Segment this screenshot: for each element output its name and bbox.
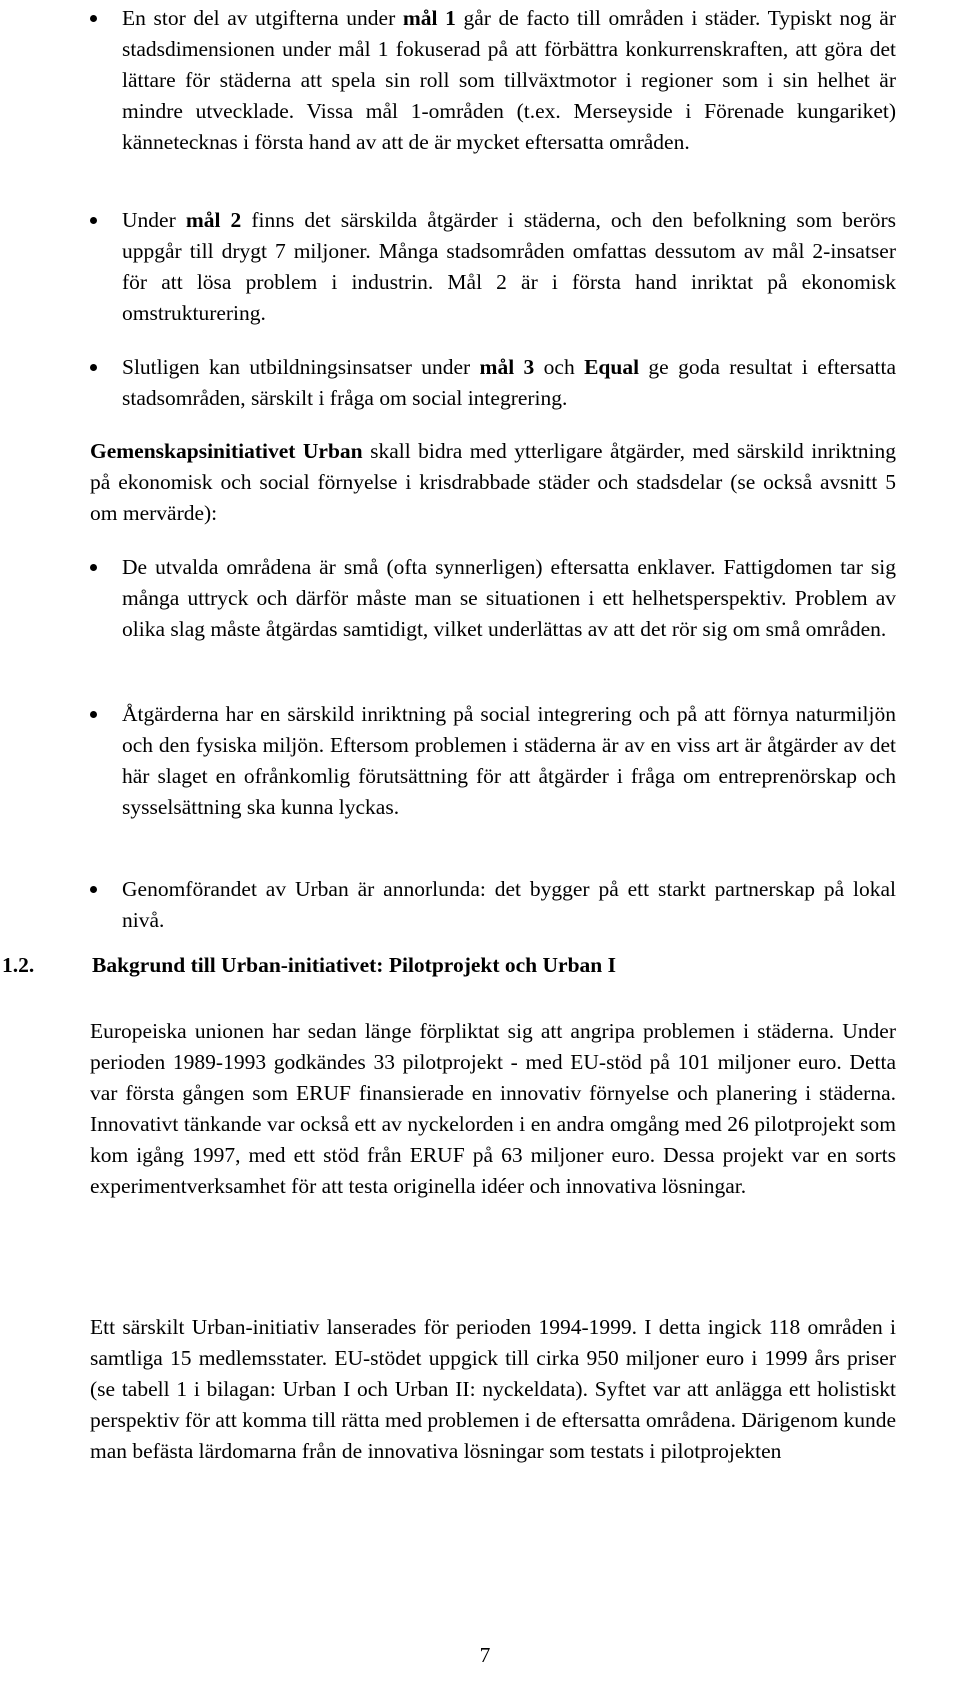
bold-run: Gemenskapsinitiativet Urban [90,439,363,463]
body-paragraph: Europeiska unionen har sedan länge förpliktat sig att angripa problemen i städerna. Under perioden 1989-1993 godkändes 33 pilotprojekt - med EU-stöd på 101 miljoner euro. Detta var första gången som ERUF finansierade en innovativ förnyelse och planering i städerna. Innovativt tänkande var också ett av nyckelorden i en andra omgång med 26 pilotprojekt som kom igång 1997, med ett stöd från ERUF på 63 miljoner euro. Dessa projekt var en sorts experimentverksamhet för att testa originella idéer och innovativa lösningar. [90,1019,896,1198]
bold-run: mål 1 [402,6,456,30]
text-run: En stor del av utgifterna under [122,6,403,30]
bullet-urban-partnership: Genomförandet av Urban är annorlunda: det bygger på ett starkt partnerskap på lokal nivå. [122,877,896,932]
bullet-mal3 [122,352,896,414]
urban-intro-paragraph [90,436,896,529]
bullet-mal1 [122,3,896,158]
text-run: ge goda resultat i eftersatta stadsområden, särskilt i fråga om social integrering. [122,355,897,410]
text-run: finns det särskilda åtgärder i städerna, och den befolkning som berörs uppgår till drygt 7 miljoner. Många stadsområden omfattas dessutom av mål 2-insatser för att lösa problem i industrin. Mål 2 är i första hand inriktat på ekonomisk omstrukturering. [122,208,896,325]
text-run: skall bidra med ytterligare åtgärder, med särskild inriktning på ekonomisk och social förnyelse i krisdrabbade städer och stadsdelar (se också avsnitt 5 om mervärde): [90,439,897,525]
bullet-mal2 [122,205,896,329]
page-number: 7 [479,1643,491,1667]
bullet-icon [90,3,106,34]
bold-run: mål 2 [185,208,242,232]
bullet-urban-measures: Åtgärderna har en särskild inriktning på social integrering och på att förnya naturmiljön och den fysiska miljön. Eftersom problemen i städerna är av en viss art är åtgärder av det här slaget en ofrånkomlig förutsättning för att åtgärder i fråga om entreprenörskap och sysselsättning ska kunna lyckas. [122,702,896,819]
text-run: går de facto till områden i städer. Typiskt nog är stadsdimensionen under mål 1 fokuserad på att förbättra konkurrenskraften, att göra det lättare för städerna att spela sin roll som tillväxtmotor i regioner som i sin helhet är mindre utvecklade. Vissa mål 1-områden (t.ex. Merseyside i Förenade kungariket) kännetecknas i första hand av att de är mycket eftersatta områden. [122,6,896,154]
bullet-icon [90,552,106,583]
text-run: Under [122,208,186,232]
section-number: 1.2. [2,953,35,977]
bullet-icon [90,699,106,730]
bullet-icon [90,874,106,905]
bold-run: mål 3 [479,355,535,379]
text-run: och [534,355,585,379]
text-run: Slutligen kan utbildningsinsatser under [122,355,480,379]
bullet-icon [90,205,106,236]
bullet-icon [90,352,106,383]
bullet-urban-areas: De utvalda områdena är små (ofta synnerligen) eftersatta enklaver. Fattigdomen tar sig många uttryck och därför måste man se situationen i ett helhetsperspektiv. Problem av olika slag måste åtgärdas samtidigt, vilket underlättas av att det rör sig om små områden. [122,555,896,641]
section-title: Bakgrund till Urban-initiativet: Pilotprojekt och Urban I [92,953,616,977]
body-paragraph: Ett särskilt Urban-initiativ lanserades för perioden 1994-1999. I detta ingick 118 områden i samtliga 15 medlemsstater. EU-stödet uppgick till cirka 950 miljoner euro i 1999 års priser (se tabell 1 i bilagan: Urban I och Urban II: nyckeldata). Syftet var att anlägga ett holistiskt perspektiv för att komma till rätta med problemen i de eftersatta områdena. Därigenom kunde man befästa lärdomarna från de innovativa lösningar som testats i pilotprojekten [90,1315,896,1463]
bold-run: Equal [584,355,640,379]
